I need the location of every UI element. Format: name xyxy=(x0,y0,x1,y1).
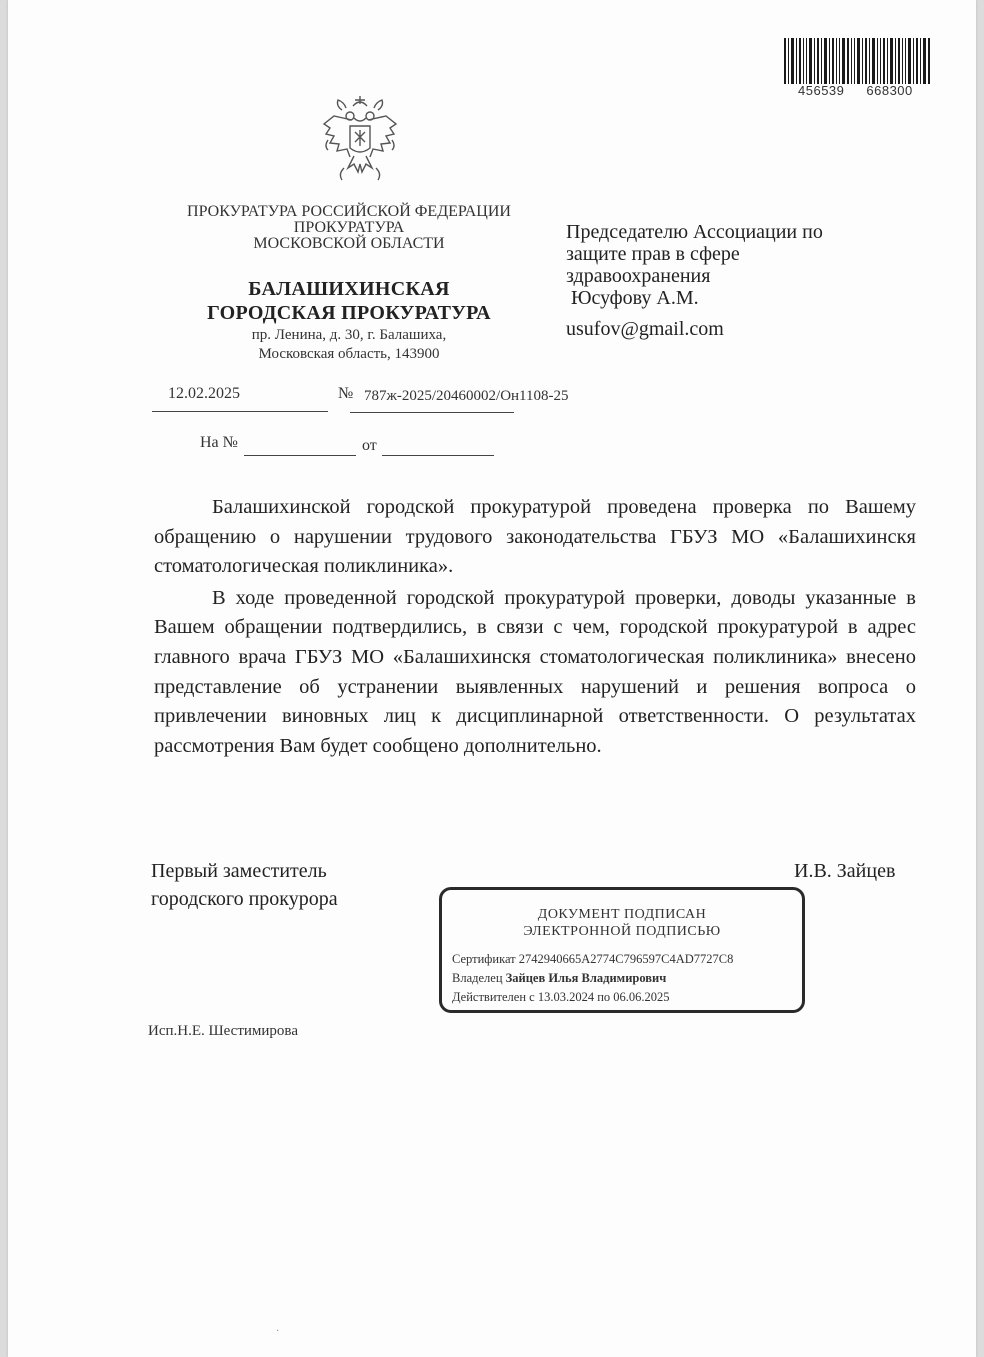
addressee-line: Председателю Ассоциации по xyxy=(566,221,823,243)
addressee-line: здравоохранения xyxy=(566,265,711,287)
number-underline xyxy=(350,412,514,413)
document-page xyxy=(8,0,976,1357)
esign-valid-to: 06.06.2025 xyxy=(613,990,670,1004)
esign-owner-label: Владелец xyxy=(452,971,503,985)
esign-owner-value: Зайцев Илья Владимирович xyxy=(505,971,667,985)
barcode-number-right: 668300 xyxy=(866,83,913,98)
esign-title-line: ДОКУМЕНТ ПОДПИСАН xyxy=(537,907,707,922)
esign-validity-row xyxy=(452,990,670,1005)
esign-valid-from: 13.03.2024 xyxy=(537,990,595,1004)
esign-owner-row xyxy=(452,971,666,986)
addressee-email: usufov@gmail.com xyxy=(566,318,724,340)
electronic-signature-stamp xyxy=(439,887,805,1013)
addressee-block xyxy=(566,221,823,309)
signer-position-line: городского прокурора xyxy=(151,888,338,910)
reference-number-label: На № xyxy=(200,434,238,451)
addressee-line: Юсуфову А.М. xyxy=(566,287,699,309)
sender-address-line: Московская область, 143900 xyxy=(258,346,440,362)
esign-title xyxy=(442,906,802,940)
sender-org-line: ПРОКУРАТУРА РОССИЙСКОЙ ФЕДЕРАЦИИ xyxy=(187,203,511,220)
sender-organization xyxy=(168,204,530,252)
reference-date-label: от xyxy=(362,437,377,454)
esign-certificate-value: 2742940665A2774C796597C4AD7727C8 xyxy=(518,952,734,966)
sender-name xyxy=(168,277,530,325)
esign-certificate-row xyxy=(452,952,733,967)
esign-certificate-label: Сертификат xyxy=(452,952,516,966)
date-underline xyxy=(152,411,328,412)
body-paragraph: Балашихинской городской прокуратурой проведена проверка по Вашему обращению о нарушении трудового законодательства ГБУЗ МО «Балашихинскя стоматологическая поликлиника». xyxy=(154,496,916,578)
sender-name-line: БАЛАШИХИНСКАЯ xyxy=(248,278,450,300)
esign-valid-label: Действителен с xyxy=(452,990,535,1004)
footer-mark: · xyxy=(276,1326,280,1337)
sender-address xyxy=(168,326,530,364)
letter-body xyxy=(154,493,916,761)
sender-org-line: ПРОКУРАТУРА xyxy=(293,219,405,236)
executor-note: Исп.Н.Е. Шестимирова xyxy=(148,1023,298,1039)
body-paragraph: В ходе проведенной городской прокуратурой проверки, доводы указанные в Вашем обращении подтвердились, в связи с чем, городской прокуратурой в адрес главного врача ГБУЗ МО «Балашихинскя стоматологическая поликлиника» внесено представление об устранении выявленных нарушений и решения вопроса о привлечении виновных лиц к дисциплинарной ответственности. О результатах рассмотрения Вам будет сообщено дополнительно. xyxy=(154,586,916,757)
esign-valid-to-label: по xyxy=(597,990,611,1004)
sender-address-line: пр. Ленина, д. 30, г. Балашиха, xyxy=(251,327,447,343)
signer-position-line: Первый заместитель xyxy=(151,860,327,882)
signer-name: И.В. Зайцев xyxy=(794,860,896,882)
number-sign: № xyxy=(338,385,354,402)
barcode-number xyxy=(798,83,913,98)
sender-name-line: ГОРОДСКАЯ ПРОКУРАТУРА xyxy=(207,302,491,324)
signer-position xyxy=(151,857,338,913)
reference-number-underline xyxy=(244,455,356,456)
russian-coat-of-arms-icon xyxy=(320,96,400,182)
esign-title-line: ЭЛЕКТРОННОЙ ПОДПИСЬЮ xyxy=(523,924,721,939)
barcode xyxy=(784,38,932,84)
sender-org-line: МОСКОВСКОЙ ОБЛАСТИ xyxy=(253,235,445,252)
document-date: 12.02.2025 xyxy=(168,385,240,402)
document-number: 787ж-2025/20460002/Он1108-25 xyxy=(364,388,569,404)
reference-date-underline xyxy=(382,455,494,456)
addressee-line: защите прав в сфере xyxy=(566,243,740,265)
barcode-number-left: 456539 xyxy=(798,83,845,98)
